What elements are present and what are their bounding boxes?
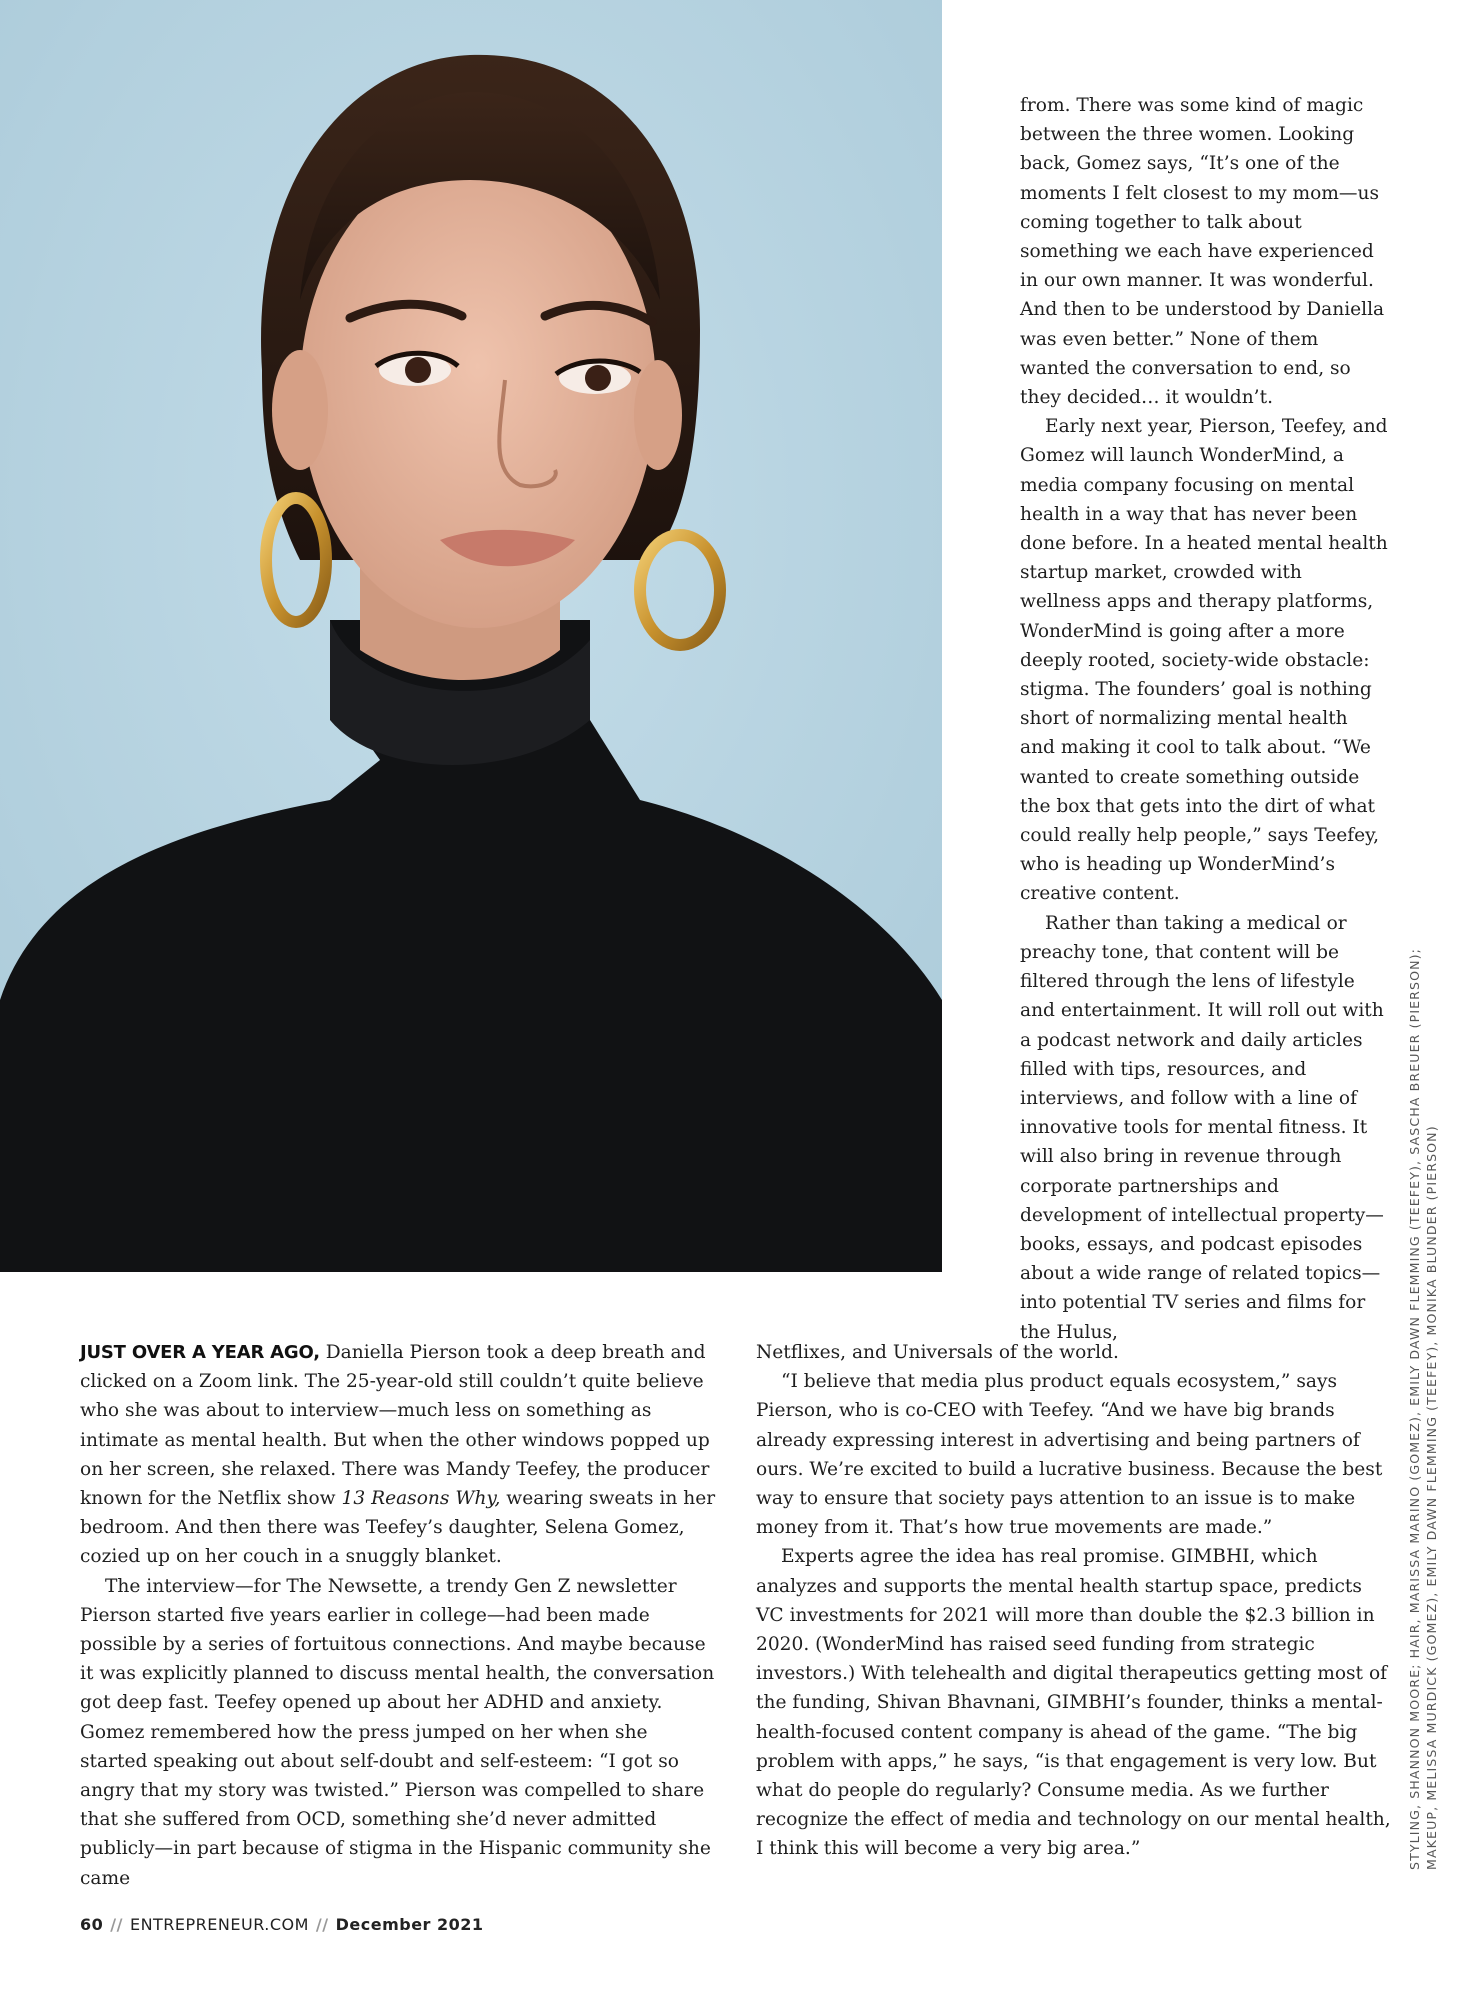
lead-in: JUST OVER A YEAR AGO, [80,1342,320,1363]
article-paragraph: Rather than taking a medical or preachy tone, that content will be filtered through the lens of lifestyle and entertainment. It will roll out with a podcast network and daily articles filled with tips, resources, and interviews, and follow with a line of innovative tools for mental fitness. It will also bring in revenue through corporate partnerships and development of intellectual property—books, essays, and podcast episodes about a wide range of related topics—into potential TV series and films for the Hulus, [1020,912,1384,1343]
footer-separator: // [315,1915,329,1934]
page-number: 60 [80,1915,104,1934]
photo-credit-line: STYLING, SHANNON MOORE; HAIR, MARISSA MARINO (GOMEZ), EMILY DAWN FLEMMING (TEEFEY), SASCHA BREUER (PIERSON); [1407,947,1422,1870]
photo-credit [1406,870,1440,1870]
footer-separator: // [110,1915,123,1934]
article-text: Daniella Pierson took a deep breath and clicked on a Zoom link. The 25-year-old still couldn’t quite believe who she was about to interview—much less on something as intimate as mental health. But when the other windows popped up on her screen, she relaxed. There was Mandy Teefey, the producer known for the Netflix show [80,1342,710,1510]
article-column-left [80,1338,720,1893]
article-paragraph [80,1338,720,1572]
issue-date: December 2021 [335,1915,484,1934]
page-footer [80,1915,484,1934]
article-paragraph: “I believe that media plus product equals ecosystem,” says Pierson, who is co-CEO with Teefey. “And we have big brands already expressing interest in advertising and being partners of ours. We’re excited to build a lucrative business. Because the best way to ensure that society pays attention to an issue is to make money from it. That’s how true movements are made.” [756,1371,1383,1539]
article-paragraph: The interview—for The Newsette, a trendy Gen Z newsletter Pierson started five years earlier in college—had been made possible by a series of fortuitous connections. And maybe because it was explicitly planned to discuss mental health, the conversation got deep fast. Teefey opened up about her ADHD and anxiety. Gomez remembered how the press jumped on her when she started speaking out about self-doubt and self-esteem: “I got so angry that my story was twisted.” Pierson was compelled to share that she suffered from OCD, something she’d never admitted publicly—in part because of stigma in the Hispanic community she came [80,1575,715,1889]
article-paragraph: Experts agree the idea has real promise. GIMBHI, which analyzes and supports the mental health startup space, predicts VC investments for 2021 will more than double the $2.3 billion in 2020. (WonderMind has raised seed funding from strategic investors.) With telehealth and digital therapeutics getting most of the funding, Shivan Bhavnani, GIMBHI’s founder, thinks a mental-health-focused content company is ahead of the game. “The big problem with apps,” he says, “is that engagement is very low. But what do people do regularly? Consume media. As we further recognize the effect of media and technology on our mental health, I think this will become a very big area.” [756,1546,1391,1860]
photo-credit-line: MAKEUP, MELISSA MURDICK (GOMEZ), EMILY DAWN FLEMMING (TEEFEY), MONIKA BLUNDER (PIERSON) [1424,1125,1439,1870]
article-text: wearing sweats in her bedroom. And then there was Teefey’s daughter, Selena Gomez, cozied up on her couch in a snuggly blanket. [80,1488,716,1568]
article-paragraph: Netflixes, and Universals of the world. [756,1342,1119,1363]
site-name: ENTREPRENEUR.COM [129,1915,309,1934]
article-column-right-top [1020,91,1388,1347]
article-column-middle [756,1338,1392,1864]
article-paragraph: Early next year, Pierson, Teefey, and Gomez will launch WonderMind, a media company focusing on mental health in a way that has never been done before. In a heated mental health startup market, crowded with wellness apps and therapy platforms, WonderMind is going after a more deeply rooted, society-wide obstacle: stigma. The founders’ goal is nothing short of normalizing mental health and making it cool to talk about. “We wanted to create something outside the box that gets into the dirt of what could really help people,” says Teefey, who is heading up WonderMind’s creative content. [1020,416,1388,905]
portrait-photo [0,0,942,1272]
show-title: 13 Reasons Why, [341,1488,501,1510]
article-paragraph: from. There was some kind of magic between the three women. Looking back, Gomez says, “It’s one of the moments I felt closest to my mom—us coming together to talk about something we each have experienced in our own manner. It was wonderful. And then to be understood by Daniella was even better.” None of them wanted the conversation to end, so they decided… it wouldn’t. [1020,95,1385,409]
